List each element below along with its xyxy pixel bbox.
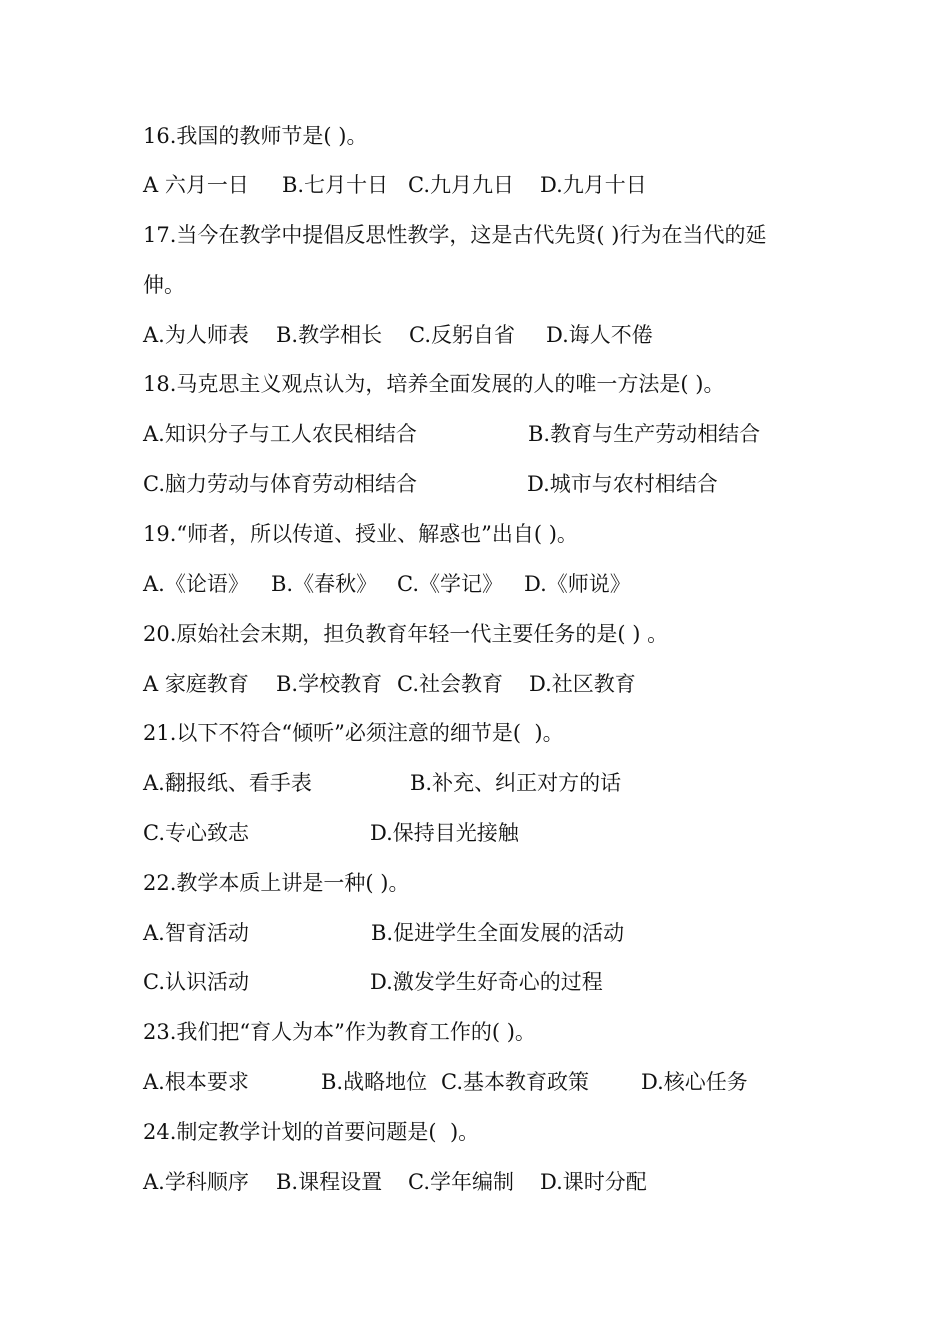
- question-18-stem: 18.马克思主义观点认为，培养全面发展的人的唯一方法是( )。: [143, 372, 725, 396]
- option-a: A.知识分子与工人农民相结合: [143, 422, 417, 446]
- question-16-options: [143, 172, 647, 198]
- option-c: C.学年编制: [408, 1170, 514, 1194]
- option-b: B.教育与生产劳动相结合: [528, 422, 761, 446]
- option-c: C.脑力劳动与体育劳动相结合: [143, 472, 417, 496]
- option-a: A.《论语》: [143, 572, 249, 596]
- question-22-options-row1: [143, 920, 625, 946]
- question-21-options-row2: [143, 820, 519, 846]
- option-b: B.《春秋》: [271, 572, 378, 596]
- option-b: B.学校教育: [276, 672, 383, 696]
- option-b: B.教学相长: [276, 323, 383, 347]
- option-d: D.保持目光接触: [370, 821, 519, 845]
- option-c: C.九月九日: [408, 173, 514, 197]
- question-22-options-row2: [143, 969, 603, 995]
- option-b: B.战略地位: [321, 1070, 428, 1094]
- option-b: B.补充、纠正对方的话: [410, 771, 622, 795]
- option-a: A.智育活动: [143, 921, 249, 945]
- option-c: C.反躬自省: [409, 323, 515, 347]
- option-d: D.激发学生好奇心的过程: [370, 970, 603, 994]
- question-23-stem: 23.我们把“育人为本”作为教育工作的( )。: [143, 1020, 536, 1044]
- option-d: D.课时分配: [540, 1170, 647, 1194]
- option-a: A.为人师表: [143, 323, 249, 347]
- option-d: D.《师说》: [524, 572, 631, 596]
- option-d: D.核心任务: [641, 1070, 748, 1094]
- option-a: A.根本要求: [143, 1070, 249, 1094]
- question-21-options-row1: [143, 770, 622, 796]
- question-19-options: [143, 571, 631, 597]
- option-d: D.九月十日: [540, 173, 647, 197]
- option-c: C.专心致志: [143, 821, 249, 845]
- question-20-stem: 20.原始社会末期，担负教育年轻一代主要任务的是( ) 。: [143, 622, 669, 646]
- question-20-options: [143, 671, 636, 697]
- option-a: A.学科顺序: [143, 1170, 249, 1194]
- question-18-options-row2: [143, 471, 718, 497]
- option-b: B.课程设置: [276, 1170, 383, 1194]
- option-c: C.基本教育政策: [441, 1070, 589, 1094]
- option-c: C.社会教育: [397, 672, 503, 696]
- option-d: D.社区教育: [529, 672, 636, 696]
- option-a: A 家庭教育: [143, 672, 249, 696]
- option-d: D.诲人不倦: [546, 323, 653, 347]
- option-d: D.城市与农村相结合: [527, 472, 718, 496]
- option-a: A 六月一日: [143, 173, 249, 197]
- option-b: B.七月十日: [282, 173, 389, 197]
- question-17-stem-line1: 17.当今在教学中提倡反思性教学，这是古代先贤( )行为在当代的延: [143, 223, 767, 247]
- option-a: A.翻报纸、看手表: [143, 771, 312, 795]
- option-b: B.促进学生全面发展的活动: [371, 921, 625, 945]
- question-16-stem: 16.我国的教师节是( )。: [143, 124, 368, 148]
- question-17-stem-line2: 伸。: [143, 273, 185, 297]
- question-17-options: [143, 322, 653, 348]
- question-19-stem: 19.“师者，所以传道、授业、解惑也”出自( )。: [143, 522, 578, 546]
- question-24-options: [143, 1169, 647, 1195]
- question-24-stem: 24.制定教学计划的首要问题是( )。: [143, 1120, 480, 1144]
- question-22-stem: 22.教学本质上讲是一种( )。: [143, 871, 410, 895]
- option-c: C.认识活动: [143, 970, 249, 994]
- question-18-options-row1: [143, 421, 761, 447]
- option-c: C.《学记》: [397, 572, 503, 596]
- question-23-options: [143, 1069, 748, 1095]
- question-21-stem: 21.以下不符合“倾听”必须注意的细节是( )。: [143, 721, 564, 745]
